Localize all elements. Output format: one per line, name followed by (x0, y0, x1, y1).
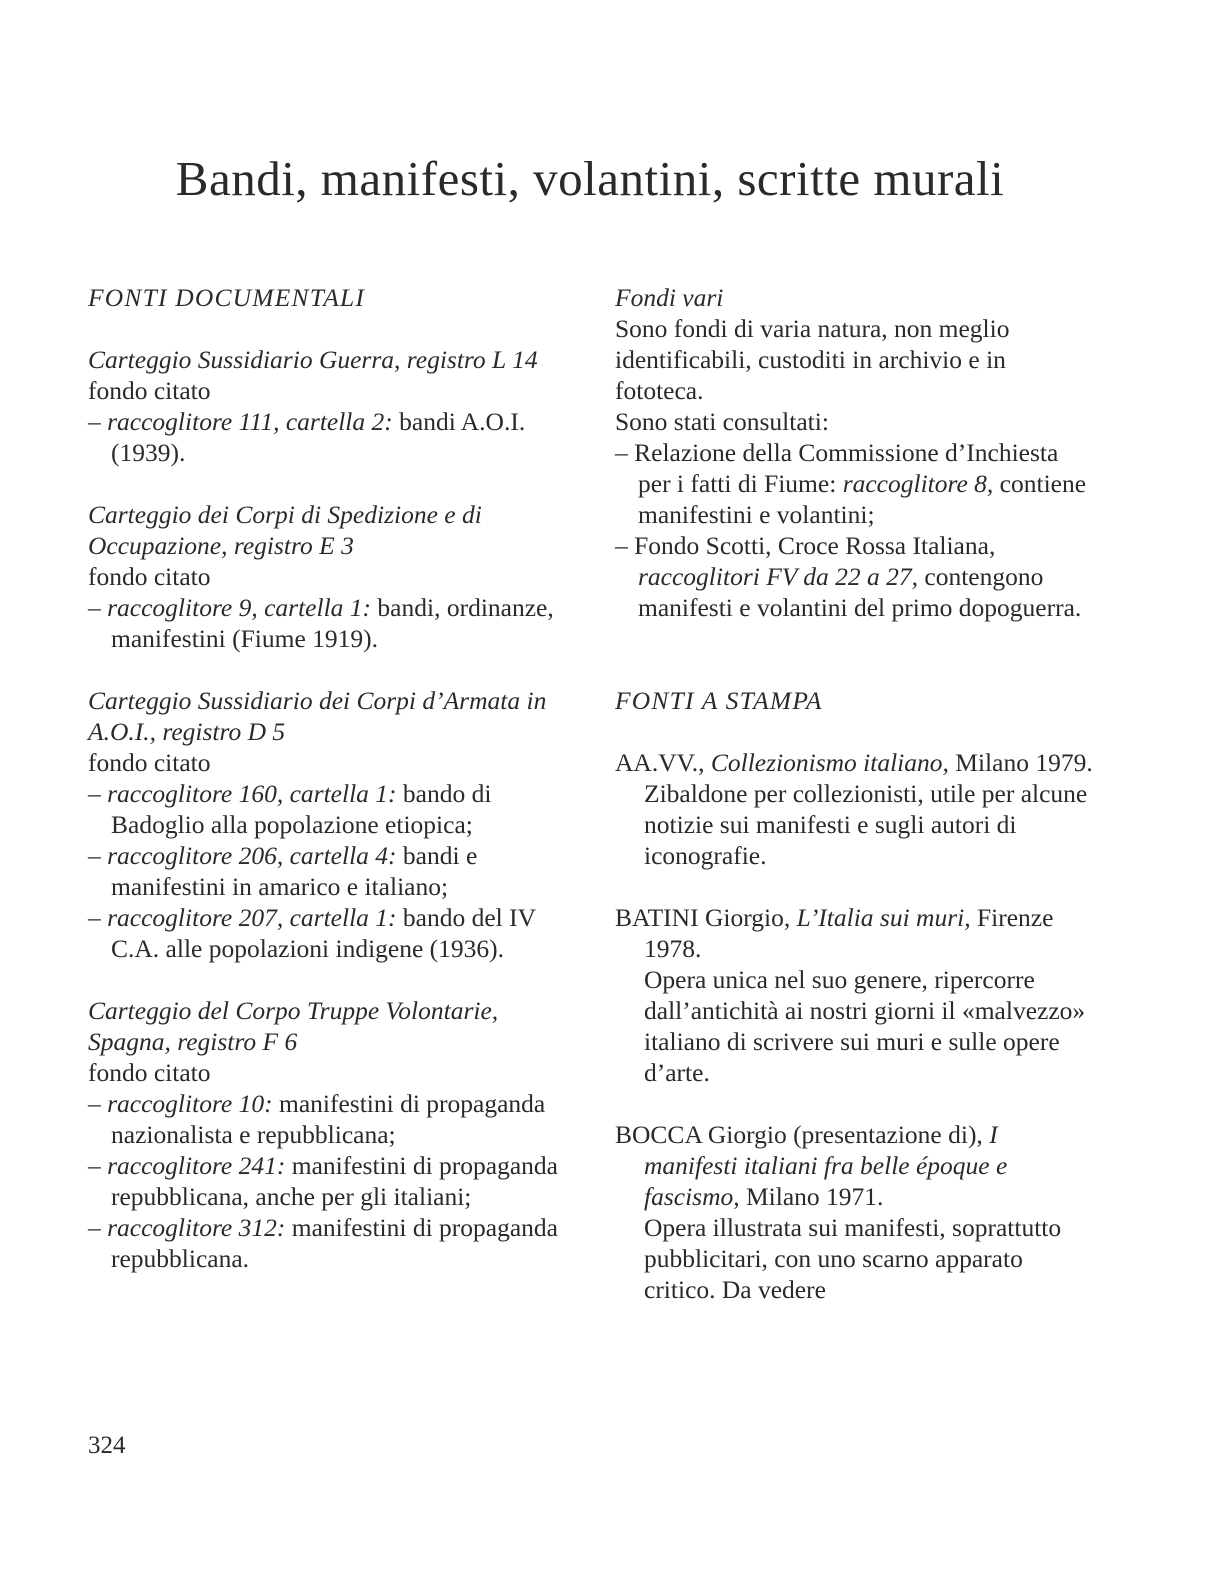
entry-note: Zibaldone per collezionisti, utile per alcune notizie sui manifesti e sugli autori di iconografie. (644, 779, 1088, 870)
item-text: contiene manifestini e volantini; (638, 469, 1087, 529)
entry-author: BOCCA Giorgio (presentazione di), (615, 1120, 990, 1149)
entry-publication: Milano 1971. (739, 1182, 884, 1211)
list-item: – raccoglitore 160, cartella 1: bando di Badoglio alla popolazione etiopica; (88, 779, 492, 839)
bibliography-entry (615, 1119, 1095, 1305)
entry-work: L’Italia sui muri, (796, 903, 971, 932)
item-text: bandi A.O.I. (1939). (111, 407, 526, 467)
item-text: Fondo Scotti, Croce Rossa Italiana, (634, 531, 996, 560)
entry-publication: Firenze 1978. (644, 903, 1054, 963)
item-ref: raccoglitore 241: (107, 1151, 286, 1180)
archive-group-heading: Carteggio dei Corpi di Spedizione e di Occupazione, registro E 3 (88, 500, 482, 560)
archive-group-heading: Carteggio Sussidiario dei Corpi d’Armata in A.O.I., registro D 5 (88, 686, 547, 746)
list-item: – raccoglitore 207, cartella 1: bando del IV C.A. alle popolazioni indigene (1936). (88, 903, 536, 963)
list-item: – Relazione della Commissione d’Inchiesta per i fatti di Fiume: raccoglitore 8, contiene manifestini e volantini; (615, 438, 1087, 529)
item-text: manifestini di propaganda repubblicana, anche per gli italiani; (111, 1151, 558, 1211)
archive-group-heading: Carteggio del Corpo Truppe Volontarie, Spagna, registro F 6 (88, 996, 499, 1056)
item-text: bando di Badoglio alla popolazione etiopica; (111, 779, 492, 839)
right-column (615, 282, 1095, 1305)
archive-group (88, 344, 558, 468)
archive-group (88, 499, 558, 654)
item-text: bandi, ordinanze, manifestini (Fiume 1919). (111, 593, 554, 653)
fondi-vari-heading: Fondi vari (615, 283, 724, 312)
item-text: bando del IV C.A. alle popolazioni indigene (1936). (111, 903, 536, 963)
archive-group-heading: Carteggio Sussidiario Guerra, registro L 14 (88, 345, 538, 374)
item-ref: raccoglitore 9, cartella 1: (107, 593, 372, 622)
entry-author: AA.VV., (615, 748, 711, 777)
spacer (615, 623, 1095, 685)
item-text: contengono manifesti e volantini del primo dopoguerra. (638, 562, 1082, 622)
item-ref: raccoglitore 111, cartella 2: (107, 407, 393, 436)
left-column (88, 282, 558, 1305)
section-heading-fonti-documentali: FONTI DOCUMENTALI (88, 283, 366, 312)
list-item: – raccoglitore 241: manifestini di propaganda repubblicana, anche per gli italiani; (88, 1151, 558, 1211)
fondo-label: fondo citato (88, 562, 211, 591)
item-ref: raccoglitore 160, cartella 1: (107, 779, 397, 808)
item-text: bandi e manifestini in amarico e italiano; (111, 841, 478, 901)
list-item: – raccoglitore 206, cartella 4: bandi e manifestini in amarico e italiano; (88, 841, 478, 901)
item-ref: raccoglitori FV da 22 a 27, (638, 562, 919, 591)
item-ref: raccoglitore 207, cartella 1: (107, 903, 397, 932)
section-heading-fonti-a-stampa: FONTI A STAMPA (615, 686, 823, 715)
archive-group (88, 995, 558, 1274)
entry-publication: Milano 1979. (948, 748, 1093, 777)
item-text: manifestini di propaganda repubblicana. (111, 1213, 558, 1273)
fondi-vari-consulted: Sono stati consultati: (615, 407, 829, 436)
list-item: – raccoglitore 10: manifestini di propaganda nazionalista e repubblicana; (88, 1089, 546, 1149)
bibliography-entry (615, 747, 1095, 871)
item-ref: raccoglitore 312: (107, 1213, 286, 1242)
fondi-vari-description: Sono fondi di varia natura, non meglio identificabili, custoditi in archivio e in fototeca. (615, 314, 1010, 405)
list-item: – Fondo Scotti, Croce Rossa Italiana, raccoglitori FV da 22 a 27, contengono manifesti e volantini del primo dopoguerra. (615, 531, 1082, 622)
bibliography-entry (615, 902, 1095, 1088)
item-text: Relazione della Commissione d’Inchiesta per i fatti di Fiume: (634, 438, 1059, 498)
item-ref: raccoglitore 10: (107, 1089, 273, 1118)
list-item: – raccoglitore 9, cartella 1: bandi, ordinanze, manifestini (Fiume 1919). (88, 593, 554, 653)
list-item: – raccoglitore 111, cartella 2: bandi A.O.I. (1939). (88, 407, 526, 467)
entry-note: Opera illustrata sui manifesti, soprattutto pubblicitari, con uno scarno apparato critico. Da vedere (644, 1213, 1062, 1304)
page-title: Bandi, manifesti, volantini, scritte murali (175, 151, 1005, 206)
archive-group (88, 685, 558, 964)
item-text: manifestini di propaganda nazionalista e repubblicana; (111, 1089, 546, 1149)
page-number: 324 (88, 1432, 126, 1459)
fondo-label: fondo citato (88, 748, 211, 777)
item-ref: raccoglitore 206, cartella 4: (107, 841, 397, 870)
entry-author: BATINI Giorgio, (615, 903, 797, 932)
entry-work: I manifesti italiani fra belle époque e fascismo, (644, 1120, 1008, 1211)
entry-work: Collezionismo italiano, (710, 748, 949, 777)
item-ref: raccoglitore 8, (842, 469, 994, 498)
fondo-label: fondo citato (88, 1058, 211, 1087)
entry-note: Opera unica nel suo genere, ripercorre dall’antichità ai nostri giorni il «malvezzo» italiano di scrivere sui muri e sulle opere d’arte. (644, 965, 1086, 1087)
fondo-label: fondo citato (88, 376, 211, 405)
list-item: – raccoglitore 312: manifestini di propaganda repubblicana. (88, 1213, 558, 1273)
